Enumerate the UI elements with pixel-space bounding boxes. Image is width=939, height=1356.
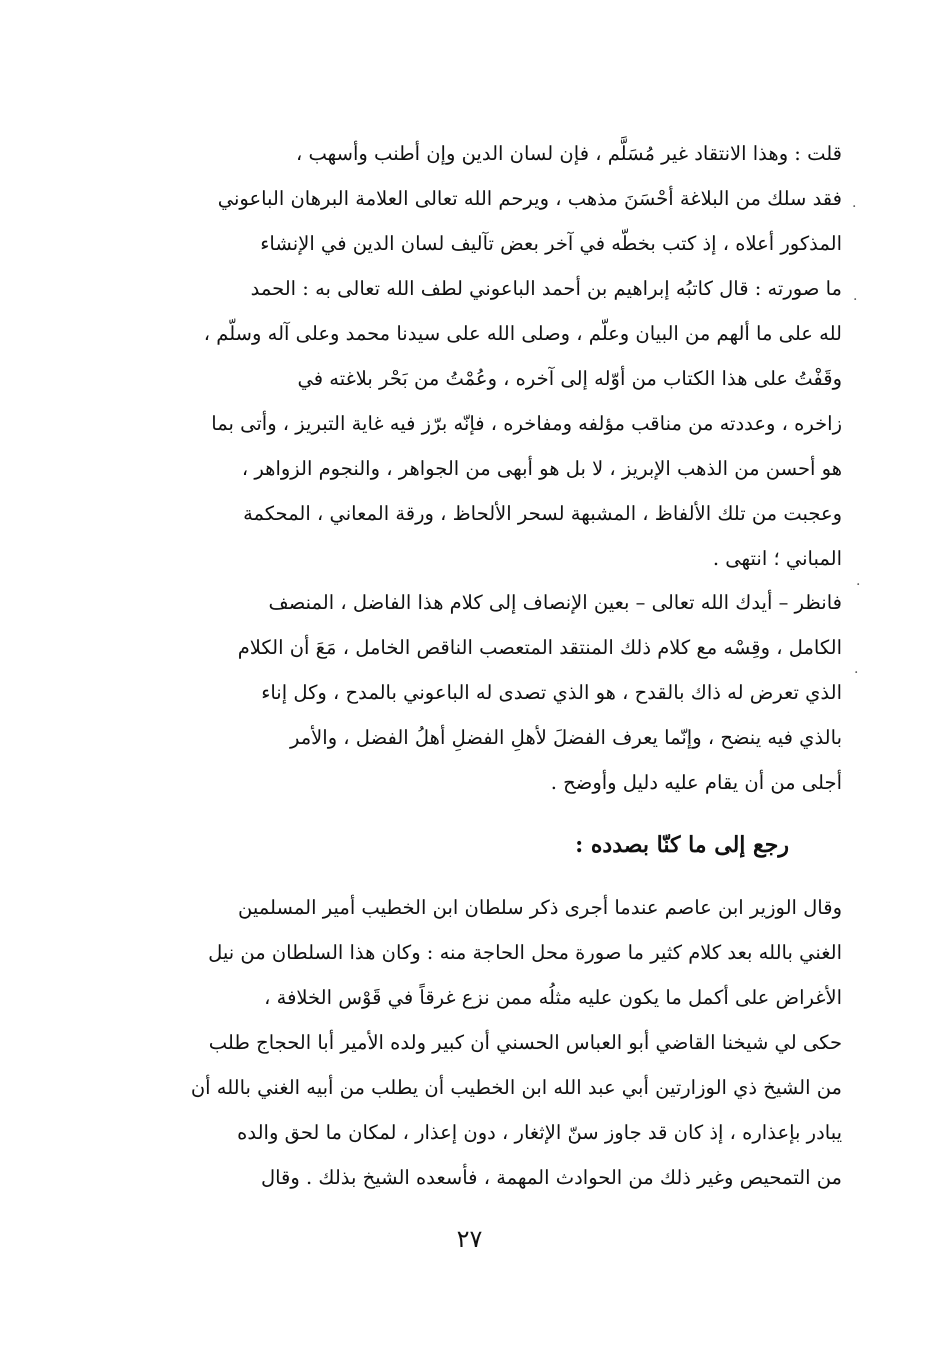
paragraph-3: [128, 885, 842, 1200]
text-line: الغني بالله بعد كلام كثير ما صورة محل الحاجة منه : وكان هذا السلطان من نيل: [208, 941, 842, 964]
paragraph-1: [128, 131, 842, 581]
text-line: زاخره ، وعددته من مناقب مؤلفه ومفاخره ، فإنّه برّز فيه غاية التبريز ، وأتى بما: [211, 412, 842, 435]
text-line: فقد سلك من البلاغة أحْسَنَ مذهب ، ويرحم الله تعالى العلامة البرهان الباعوني: [217, 187, 842, 210]
text-line: الذي تعرض له ذاك بالقدح ، هو الذي تصدى له الباعوني بالمدح ، وكل إناء: [261, 681, 842, 704]
text-line: وقال الوزير ابن عاصم عندما أجرى ذكر سلطان ابن الخطيب أمير المسلمين: [238, 896, 842, 919]
text-line: من الشيخ ذي الوزارتين أبي عبد الله ابن الخطيب أن يطلب من أبيه الغني بالله أن: [190, 1076, 842, 1099]
text-line: المباني ؛ انتهى .: [712, 547, 842, 570]
margin-speck: ·: [852, 199, 857, 215]
text-line: الكامل ، وقِسْه مع كلام ذلك المنتقد المتعصب الناقص الخامل ، مَعَ أن الكلام: [237, 636, 842, 659]
paragraph-2: [128, 580, 842, 805]
text-line: وعجبت من تلك الألفاظ ، المشبهة لسحر الألحاظ ، ورقة المعاني ، المحكمة: [243, 502, 842, 525]
page-number: ٢٧: [456, 1225, 483, 1253]
text-line: لله على ما ألهم من البيان وعلّم ، وصلى الله على سيدنا محمد وعلى آله وسلّم ،: [203, 322, 842, 345]
text-line: المذكور أعلاه ، إذ كتب بخطّه في آخر بعض تآليف لسان الدين في الإنشاء: [260, 232, 842, 255]
text-line: من التمحيص وغير ذلك من الحوادث المهمة ، فأسعده الشيخ بذلك . وقال: [260, 1166, 842, 1189]
text-line: قلت : وهذا الانتقاد غير مُسَلَّم ، فإن لسان الدين وإن أطنب وأسهب ،: [296, 142, 842, 165]
section-heading: رجع إلى ما كنّا بصدده :: [575, 832, 789, 858]
margin-speck: ·: [853, 292, 858, 308]
text-line: الأغراض على أكمل ما يكون عليه مثلُه ممن نزع غرقاً في قَوْس الخلافة ،: [264, 986, 842, 1009]
text-line: ما صورته : قال كاتبُه إبراهيم بن أحمد الباعوني لطف الله تعالى به : الحمد: [250, 277, 842, 300]
text-line: حكى لي شيخنا القاضي أبو العباس الحسني أن كبير ولده الأمير أبا الحجاج طلب: [208, 1031, 842, 1054]
text-line: بالذي فيه ينضح ، وإنّما يعرف الفضلَ لأهلِ الفضلِ أهلُ الفضل ، والأمر: [289, 726, 842, 749]
text-line: هو أحسن من الذهب الإبريز ، لا بل هو أبهى من الجواهر ، والنجوم الزواهر ،: [241, 457, 842, 480]
text-line: يبادر بإعذاره ، إذ كان قد جاوز سنّ الإثغار ، دون إعذار ، لمكان ما لحق والده: [237, 1121, 842, 1144]
text-line: فانظر – أيدك الله تعالى – بعين الإنصاف إلى كلام هذا الفاضل ، المنصف: [268, 591, 842, 614]
margin-speck: ·: [856, 577, 861, 593]
text-line: وقَفْتُ على هذا الكتاب من أوّله إلى آخره ، وعُمْتُ من بَحْر بلاغته في: [297, 367, 842, 390]
margin-speck: ·: [854, 665, 859, 681]
text-line: أجلى من أن يقام عليه دليل وأوضح .: [550, 771, 842, 794]
